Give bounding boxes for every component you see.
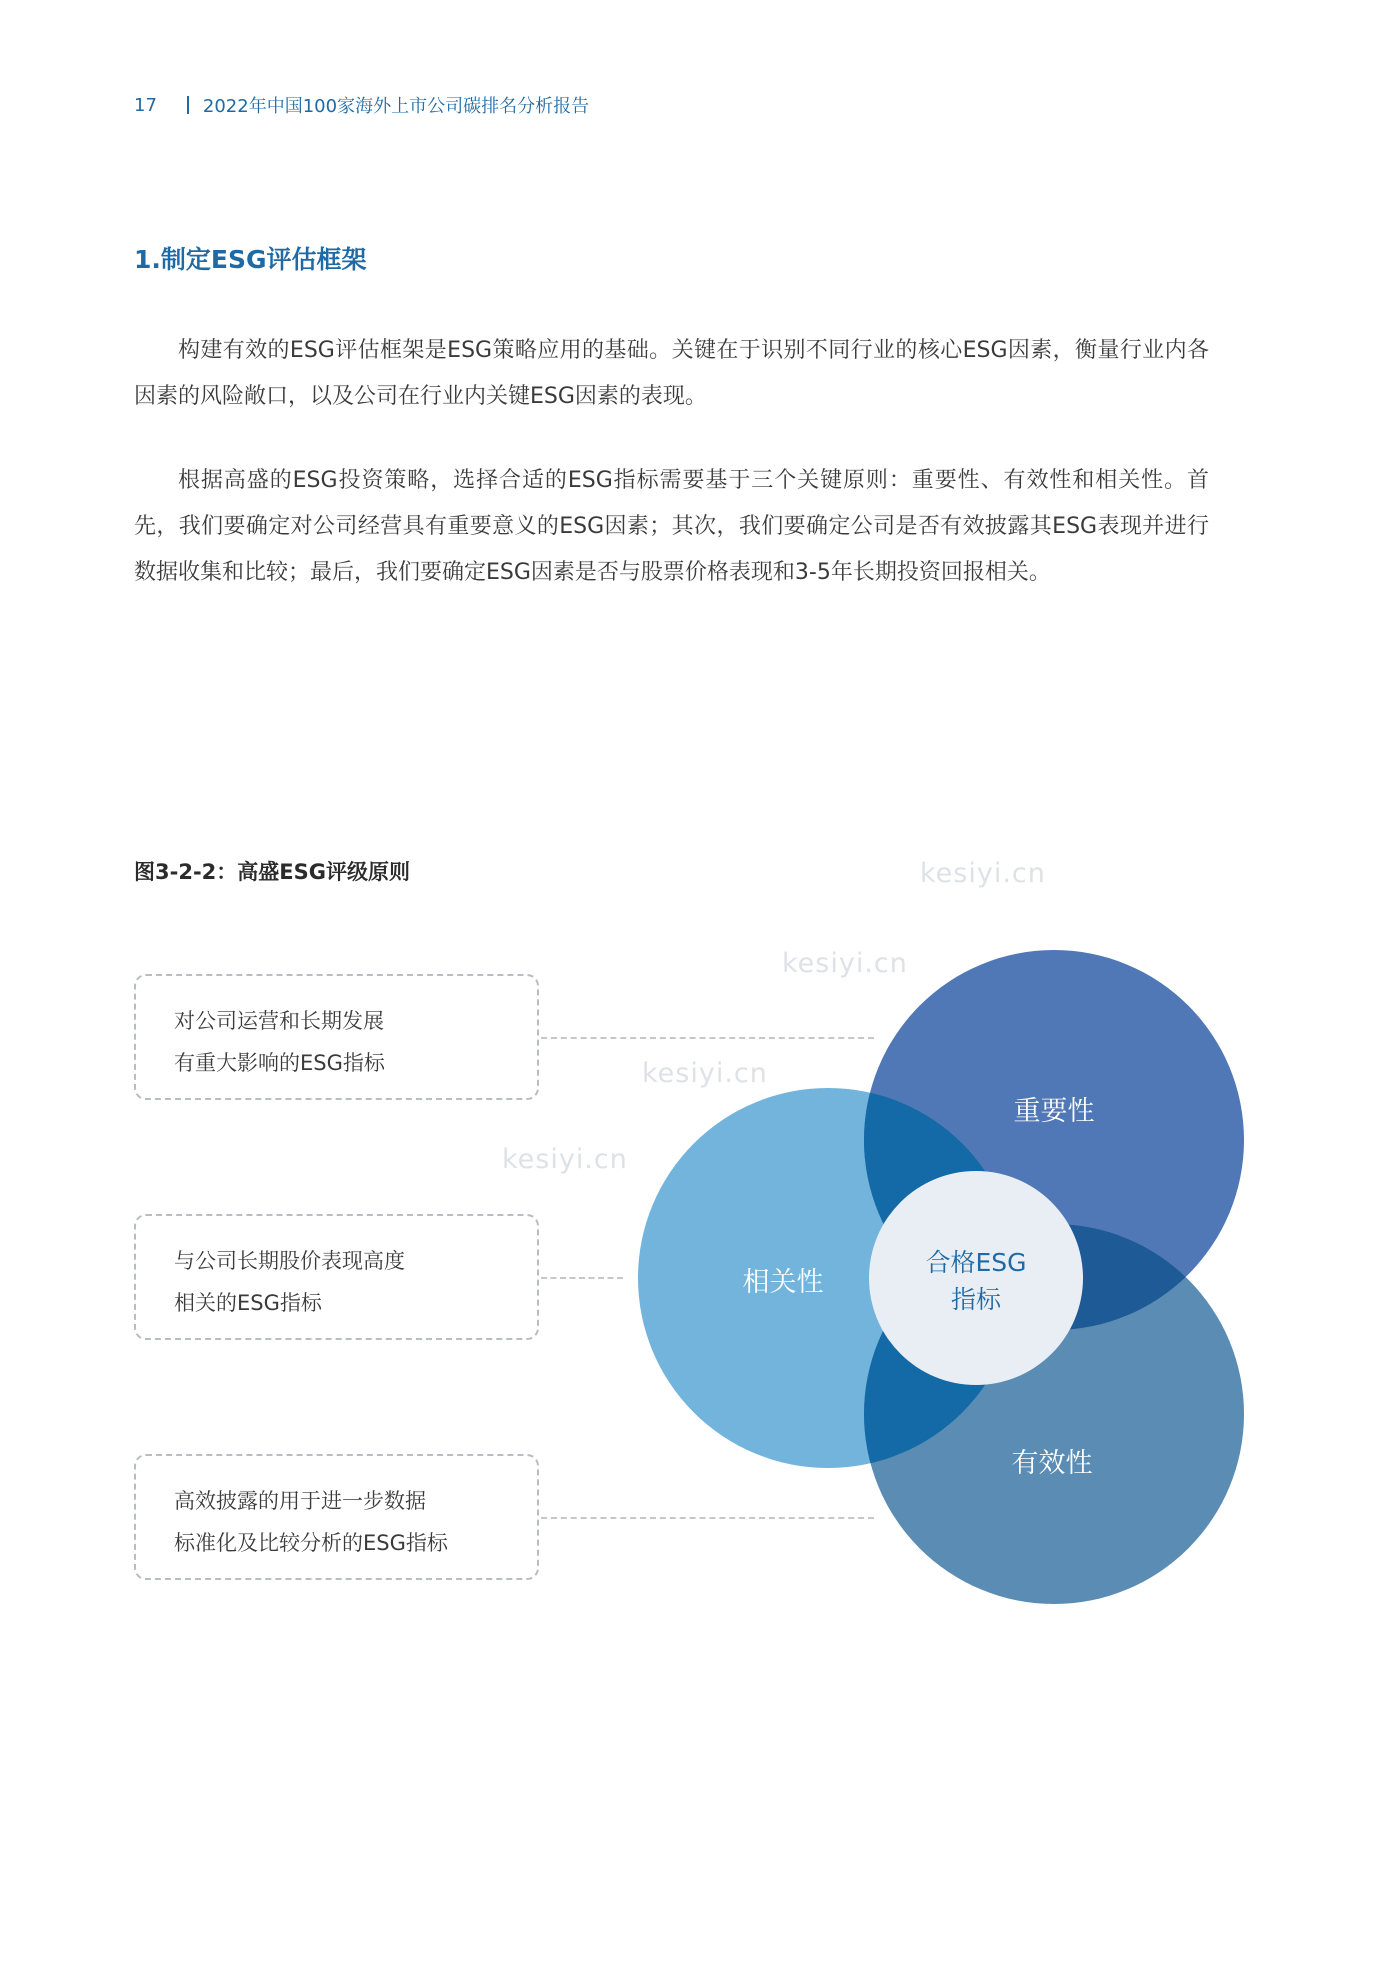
center-label-line1: 合格ESG (925, 1248, 1027, 1277)
watermark-text: kesiyi.cn (782, 948, 908, 979)
label-line: 标准化及比较分析的ESG指标 (174, 1531, 448, 1555)
label-line: 高效披露的用于进一步数据 (174, 1489, 426, 1513)
paragraph-2: 根据高盛的ESG投资策略，选择合适的ESG指标需要基于三个关键原则：重要性、有效性和相关性。首先，我们要确定对公司经营具有重要意义的ESG因素；其次，我们要确定公司是否有效披露其ESG表现并进行数据收集和比较；最后，我们要确定ESG因素是否与股票价格表现和3-5年长期投资回报相关。 (134, 468, 1209, 585)
importance-label: 重要性 (1013, 1096, 1095, 1127)
figure-caption: 图3-2-2：高盛ESG评级原则 (134, 860, 410, 884)
center-label-line2: 指标 (950, 1285, 1002, 1314)
page-number: 17 (134, 94, 157, 116)
watermark-text: kesiyi.cn (642, 1058, 768, 1089)
label-line: 与公司长期股价表现高度 (174, 1249, 405, 1273)
relevance-label: 相关性 (742, 1267, 824, 1298)
section-title: 1.制定ESG评估框架 (134, 245, 367, 274)
report-title: 2022年中国100家海外上市公司碳排名分析报告 (202, 96, 590, 117)
label-line: 相关的ESG指标 (174, 1291, 322, 1315)
paragraph-1: 构建有效的ESG评估框架是ESG策略应用的基础。关键在于识别不同行业的核心ESG因素，衡量行业内各因素的风险敞口，以及公司在行业内关键ESG因素的表现。 (134, 338, 1209, 409)
watermark-text: kesiyi.cn (920, 858, 1046, 889)
effectiveness-label: 有效性 (1011, 1448, 1093, 1479)
label-line: 对公司运营和长期发展 (174, 1009, 384, 1033)
center-circle (869, 1171, 1083, 1385)
label-line: 有重大影响的ESG指标 (174, 1051, 385, 1075)
watermark-text: kesiyi.cn (502, 1144, 628, 1175)
